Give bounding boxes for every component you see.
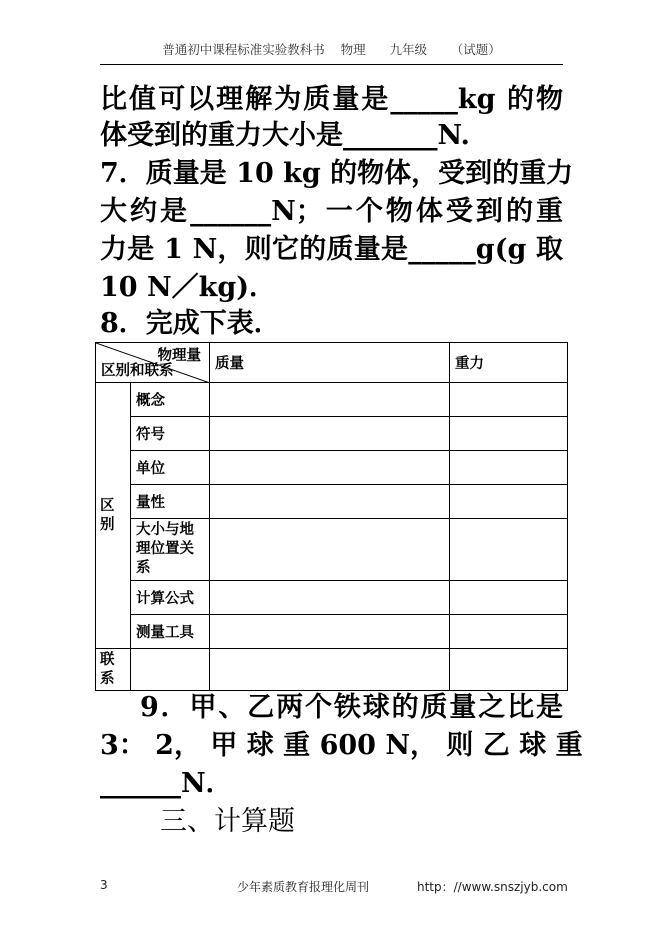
comparison-table [95, 342, 568, 691]
corner-label-quantity: 物理量 [157, 348, 201, 364]
row-label-tool: 测量工具 [131, 615, 210, 649]
connection-gravity-cell [450, 649, 568, 691]
connection-label-cell [131, 649, 210, 691]
gravity-unit-cell [450, 451, 568, 485]
gravity-concept-cell [450, 383, 568, 417]
page-number: 3 [100, 878, 108, 892]
mass-symbol-cell [210, 417, 450, 451]
row-label-vector-scalar: 量性 [131, 485, 210, 519]
mass-vector-cell [210, 485, 450, 519]
question-6-line-2: 体受到的重力大小是_______N. [100, 120, 470, 151]
gravity-tool-cell [450, 615, 568, 649]
gravity-vector-cell [450, 485, 568, 519]
mass-tool-cell [210, 615, 450, 649]
question-9-line-3: ______N． [100, 768, 233, 799]
gravity-formula-cell [450, 581, 568, 615]
row-label-symbol: 符号 [131, 417, 210, 451]
footer-publication: 少年素质教育报理化周刊 [237, 880, 370, 894]
group-difference-char-1: 区 [100, 497, 115, 514]
gravity-symbol-cell [450, 417, 568, 451]
section-calculation-title: 三、计算题 [160, 806, 295, 837]
group-difference-char-2: 别 [100, 516, 115, 533]
mass-size-cell [210, 519, 450, 581]
size-location-line-1: 大小与地 [136, 522, 194, 538]
row-label-unit: 单位 [131, 451, 210, 485]
row-label-formula: 计算公式 [131, 581, 210, 615]
group-connection-char-1: 联 [100, 651, 115, 668]
question-7-line-3: 力是 1 N，则它的质量是_____g(g 取 [100, 234, 563, 265]
table-corner-cell [96, 343, 210, 383]
group-connection [96, 649, 131, 691]
question-7-line-1: 7．质量是 10 kg 的物体，受到的重力 [100, 158, 574, 189]
corner-label-relation: 区别和联系 [101, 363, 174, 379]
gravity-size-cell [450, 519, 568, 581]
mass-formula-cell [210, 581, 450, 615]
size-location-line-2: 理位置关 [136, 541, 194, 557]
group-connection-char-2: 系 [100, 670, 115, 687]
question-7-line-2: 大约是______N；一个物体受到的重 [100, 196, 563, 227]
group-difference [96, 383, 131, 649]
size-location-line-3: 系 [136, 560, 151, 576]
row-label-size-location [131, 519, 210, 581]
page-header: 普通初中课程标准实验教科书 物理 九年级 （试题） [100, 40, 563, 65]
question-7-line-4: 10 N／kg)． [100, 272, 277, 303]
connection-mass-cell [210, 649, 450, 691]
header-mass: 质量 [210, 343, 450, 383]
row-label-concept: 概念 [131, 383, 210, 417]
mass-unit-cell [210, 451, 450, 485]
question-8-title: 8．完成下表． [100, 308, 281, 339]
question-9-line-1: 9．甲、乙两个铁球的质量之比是 [140, 692, 563, 723]
header-gravity: 重力 [450, 343, 568, 383]
footer-url[interactable]: http：//www.snszjyb.com [417, 880, 568, 894]
question-9-line-2: 3： 2， 甲 球 重 600 N， 则 乙 球 重 [100, 730, 583, 761]
question-6-line-1: 比值可以理解为质量是_____kg 的物 [100, 84, 563, 115]
mass-concept-cell [210, 383, 450, 417]
